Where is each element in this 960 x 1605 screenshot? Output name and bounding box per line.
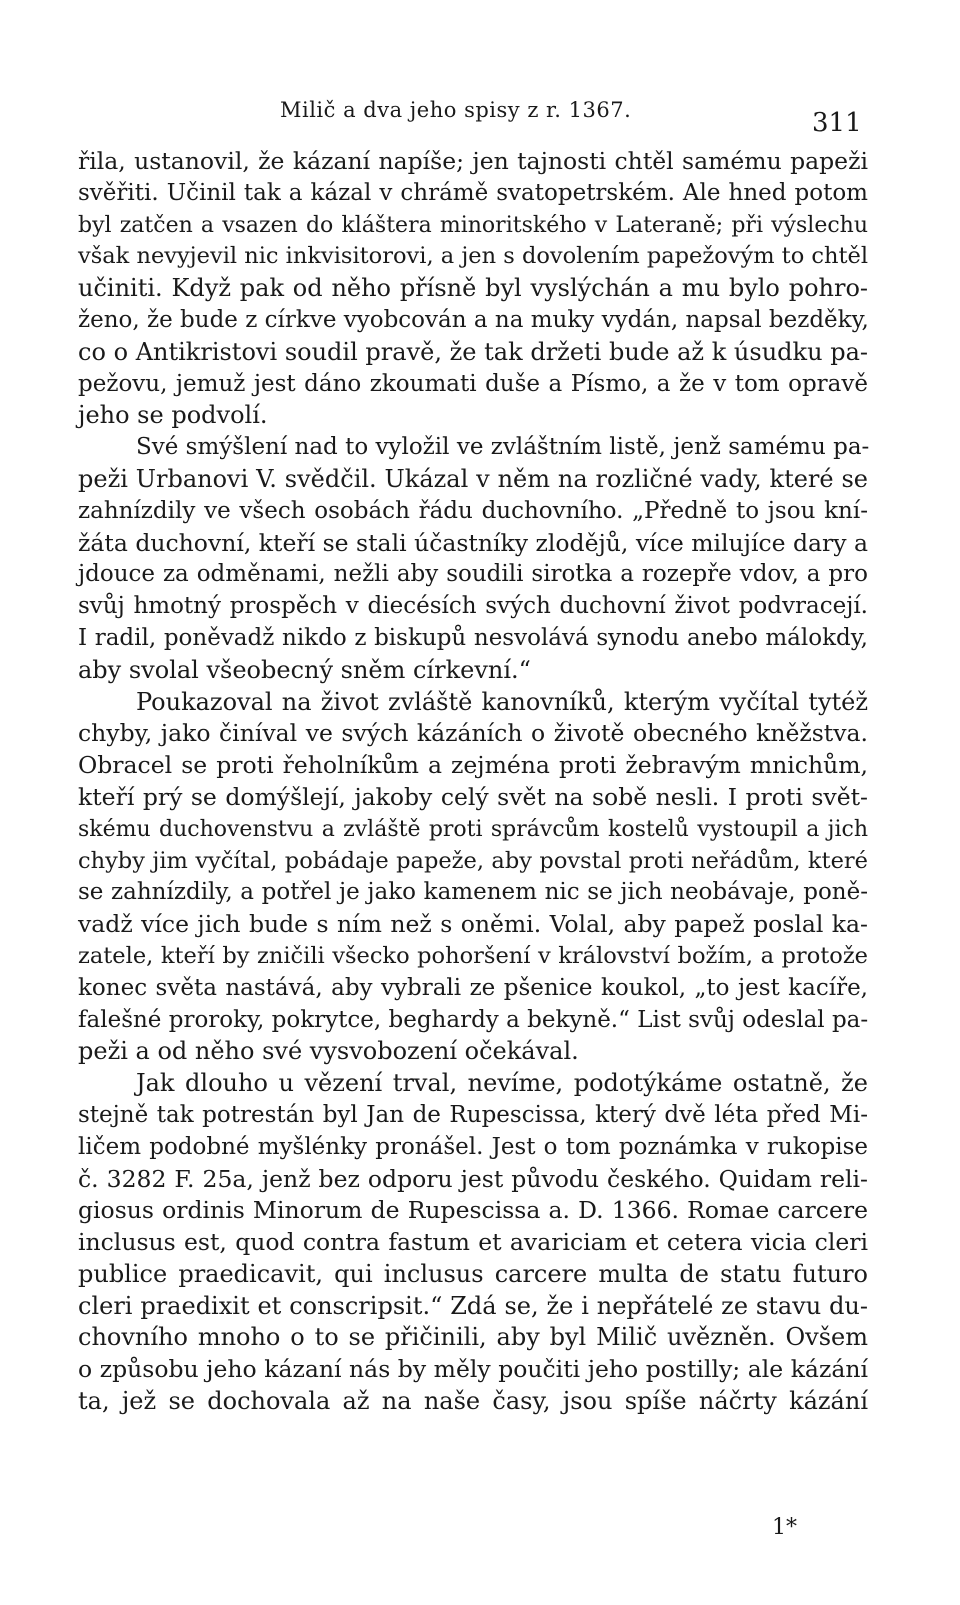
text-line: chyby jim vyčítal, pobádaje papeže, aby povstal proti neřádům, které	[78, 847, 868, 874]
text-line: však nevyjevil nic inkvisitorovi, a jen s dovolením papežovým to chtěl	[78, 243, 869, 270]
text-line: I radil, poněvadž nikdo z biskupů nesvolává synodu anebo málokdy,	[78, 624, 868, 651]
body-text	[78, 146, 868, 1418]
text-line: aby svolal všeobecný sněm církevní.“	[78, 655, 531, 684]
paragraph-start-line: Své smýšlení nad to vyložil ve zvláštním listě, jenž samému pa-	[136, 434, 870, 461]
text-line: pežovu, jemuž jest dáno zkoumati duše a Písmo, a že v tom opravě	[78, 370, 868, 397]
text-line: skému duchovenstvu a zvláště proti správcům kostelů vystoupil a jich	[78, 816, 868, 842]
text-line: publice praedicavit, qui inclusus carcere multa de statu futuro	[78, 1259, 868, 1288]
signature-mark: 1*	[772, 1515, 797, 1540]
text-line: č. 3282 F. 25a, jenž bez odporu jest původu českého. Quidam reli-	[78, 1164, 868, 1193]
text-line: vadž více jich bude s ním než s oněmi. Volal, aby papež poslal ka-	[78, 910, 868, 939]
text-line: o způsobu jeho kázaní nás by měly poučiti jeho postilly; ale kázání	[78, 1355, 868, 1384]
text-line: jeho se podvolí.	[78, 401, 268, 430]
text-line: učiniti. Když pak od něho přísně byl vyslýchán a mu bylo pohro-	[78, 274, 868, 303]
paragraph-start-line: Poukazoval na život zvláště kanovníků, kterým vyčítal tytéž	[136, 687, 868, 716]
text-line: stejně tak potrestán byl Jan de Rupescissa, který dvě léta před Mi-	[78, 1101, 868, 1128]
paragraph-start-line: Jak dlouho u vězení trval, nevíme, podotýkáme ostatně, že	[136, 1069, 868, 1098]
text-line: ta, jež se dochovala až na naše časy, jsou spíše náčrty kázání	[78, 1387, 868, 1416]
running-title: Milič a dva jeho spisy z r. 1367.	[280, 98, 632, 122]
text-line: ženo, že bude z církve vyobcován a na muky vydán, napsal bezděky,	[78, 306, 869, 333]
text-line: cleri praedixit et conscripsit.“ Zdá se, že i nepřátelé ze stavu du-	[78, 1291, 868, 1320]
text-line: řila, ustanovil, že kázaní napíše; jen tajnosti chtěl samému papeži	[78, 147, 868, 175]
text-line: zatele, kteří by zničili všecko pohoršení v království božím, a protože	[78, 942, 868, 969]
text-line: se zahnízdily, a potřel je jako kamenem nic se jich neobávaje, poně-	[78, 879, 868, 906]
text-line: peži Urbanovi V. svědčil. Ukázal v něm na rozličné vady, které se	[78, 464, 868, 493]
text-line: zahnízdily ve všech osobách řádu duchovního. „Předně to jsou kní-	[78, 497, 868, 524]
text-line: konec světa nastává, aby vybrali ze pšenice koukol, „to jest kacíře,	[78, 974, 868, 1001]
text-line: Obracel se proti řeholníkům a zejména proti žebravým mnichům,	[78, 751, 868, 780]
text-line: jdouce za odměnami, nežli aby soudili sirotka a rozepře vdov, a pro	[78, 561, 868, 588]
text-line: chyby, jako činíval ve svých kázáních o životě obecného kněžstva.	[78, 719, 868, 748]
text-line: peži a od něho své vysvobození očekával.	[78, 1037, 579, 1066]
text-line: svěřiti. Učinil tak a kázal v chrámě svatopetrském. Ale hned potom	[78, 179, 868, 206]
text-line: falešné proroky, pokrytce, beghardy a bekyně.“ List svůj odeslal pa-	[78, 1006, 869, 1033]
text-line: žáta duchovní, kteří se stali účastníky zlodějů, více milujíce dary a	[78, 528, 869, 557]
text-line: chovního mnoho o to se přičinili, aby byl Milič uvězněn. Ovšem	[78, 1323, 868, 1352]
page-number: 311	[812, 108, 862, 138]
text-line: co o Antikristovi soudil pravě, že tak držeti bude až k úsudku pa-	[78, 337, 868, 366]
text-line: kteří prý se domýšlejí, jakoby celý svět na sobě nesli. I proti svět-	[78, 782, 868, 811]
text-line: inclusus est, quod contra fastum et avariciam et cetera vicia cleri	[78, 1228, 868, 1257]
text-line: byl zatčen a vsazen do kláštera minoritského v Lateraně; při výslechu	[78, 212, 868, 238]
text-line: giosus ordinis Minorum de Rupescissa a. D. 1366. Romae carcere	[78, 1196, 868, 1225]
text-line: svůj hmotný prospěch v diecésích svých duchovní život podvracejí.	[78, 593, 868, 620]
text-line: ličem podobné myšlénky pronášel. Jest o tom poznámka v rukopise	[78, 1133, 868, 1160]
